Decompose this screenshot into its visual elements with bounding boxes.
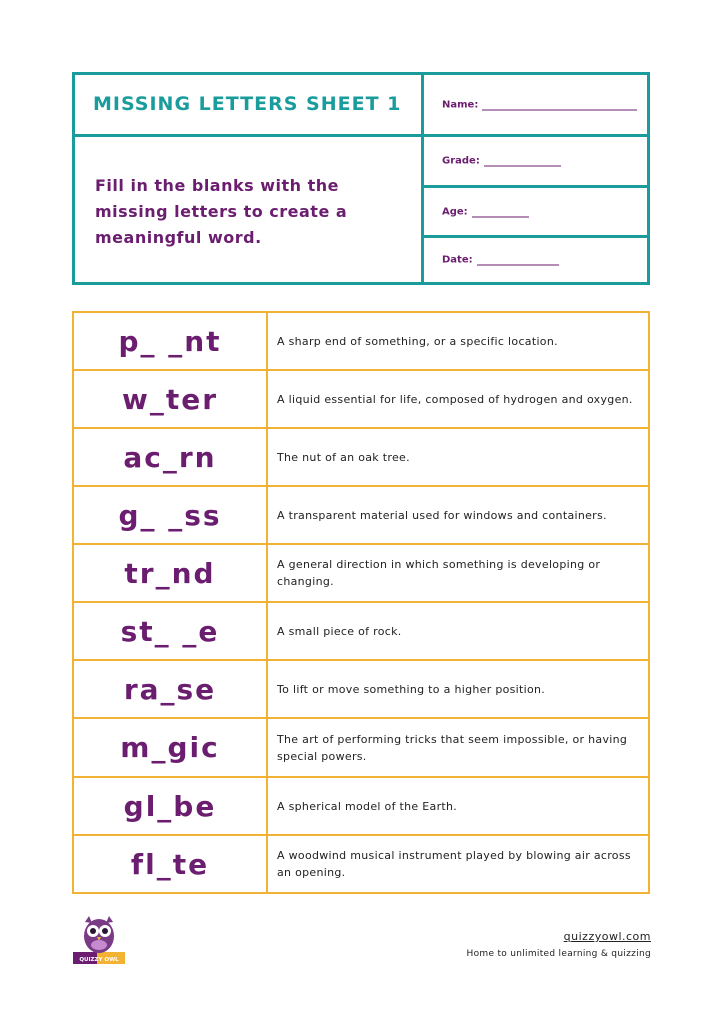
sheet-title: MISSING LETTERS SHEET 1 xyxy=(93,93,402,115)
grade-line[interactable] xyxy=(484,156,561,167)
student-info xyxy=(424,75,647,282)
missing-word[interactable]: tr_nd xyxy=(74,545,268,601)
header-block xyxy=(72,72,650,285)
date-line[interactable] xyxy=(477,255,559,266)
table-row xyxy=(74,313,648,371)
missing-word[interactable]: m_gic xyxy=(74,719,268,776)
date-field[interactable] xyxy=(424,238,647,282)
header-left xyxy=(75,75,424,282)
missing-word[interactable]: g_ _ss xyxy=(74,487,268,543)
age-line[interactable] xyxy=(472,206,529,217)
site-link[interactable]: quizzyowl.com xyxy=(563,930,651,943)
word-clue: A transparent material used for windows and containers. xyxy=(277,508,607,522)
table-row xyxy=(74,371,648,429)
name-label: Name: xyxy=(442,99,479,110)
owl-logo-icon xyxy=(73,912,125,964)
missing-word[interactable]: p_ _nt xyxy=(74,313,268,369)
logo-text: QUIZZY OWL xyxy=(79,957,119,963)
missing-word[interactable]: ra_se xyxy=(74,661,268,717)
instructions: Fill in the blanks with the missing letters to create a meaningful word. xyxy=(95,176,348,247)
age-field[interactable] xyxy=(424,188,647,238)
word-clue: A woodwind musical instrument played by blowing air across an opening. xyxy=(277,849,631,879)
missing-word[interactable]: gl_be xyxy=(74,778,268,834)
table-row xyxy=(74,778,648,836)
table-row xyxy=(74,836,648,892)
missing-word[interactable]: w_ter xyxy=(74,371,268,427)
word-clue: A sharp end of something, or a specific location. xyxy=(277,334,558,348)
word-clue: The art of performing tricks that seem impossible, or having special powers. xyxy=(277,732,628,763)
tagline: Home to unlimited learning & quizzing xyxy=(466,949,651,959)
missing-word[interactable]: ac_rn xyxy=(74,429,268,485)
date-label: Date: xyxy=(442,254,473,266)
table-row xyxy=(74,545,648,603)
table-row xyxy=(74,429,648,487)
age-label: Age: xyxy=(442,206,468,217)
missing-word[interactable]: st_ _e xyxy=(74,603,268,659)
name-field[interactable] xyxy=(424,75,647,137)
table-row xyxy=(74,603,648,661)
missing-word[interactable]: fl_te xyxy=(74,836,268,892)
word-clue: A general direction in which something is developing or changing. xyxy=(277,558,601,588)
grade-label: Grade: xyxy=(442,155,480,167)
grade-field[interactable] xyxy=(424,137,647,188)
word-clue: A spherical model of the Earth. xyxy=(277,799,458,813)
word-clue: To lift or move something to a higher position. xyxy=(277,682,546,696)
table-row xyxy=(74,719,648,778)
word-clue: A small piece of rock. xyxy=(277,624,402,638)
word-clue: A liquid essential for life, composed of hydrogen and oxygen. xyxy=(277,392,633,406)
words-table xyxy=(72,311,650,894)
name-line[interactable] xyxy=(482,99,637,110)
table-row xyxy=(74,487,648,545)
word-clue: The nut of an oak tree. xyxy=(277,450,410,464)
table-row xyxy=(74,661,648,719)
title-cell xyxy=(75,75,421,137)
